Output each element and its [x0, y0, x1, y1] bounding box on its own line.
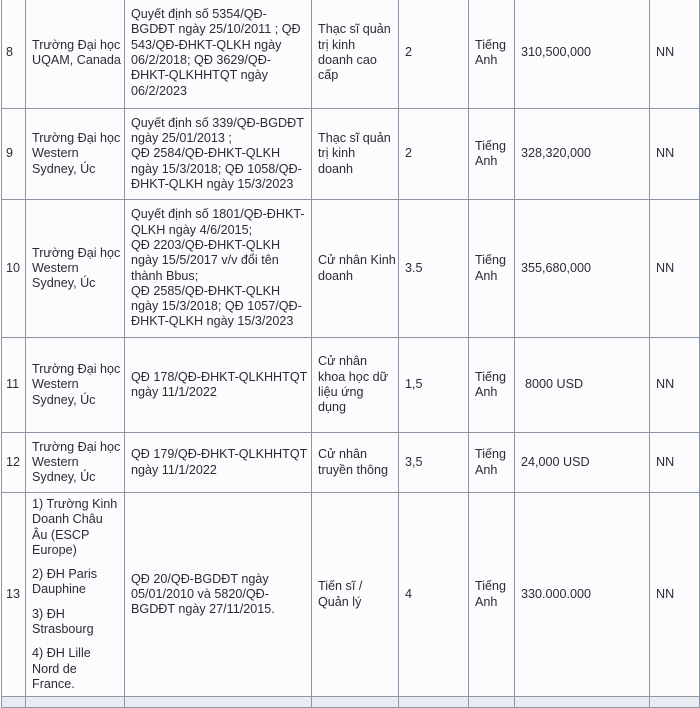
table-row — [2, 433, 700, 493]
cell-stt: 12 — [2, 433, 26, 493]
cell-stt: 10 — [2, 200, 26, 338]
cell-language: Tiếng Anh — [469, 338, 515, 433]
cell-fee: 355,680,000 — [515, 200, 650, 338]
table-body — [2, 0, 700, 708]
table-row — [2, 0, 700, 109]
cell-language: Tiếng Anh — [469, 493, 515, 697]
cell-program: Tiến sĩ / Quản lý — [312, 493, 399, 697]
cell-language: Tiếng Anh — [469, 0, 515, 109]
cell-years: 3,5 — [399, 433, 469, 493]
cell-partner: Trường Đại học Western Sydney, Úc — [26, 200, 125, 338]
partner-list-item: 2) ĐH Paris Dauphine — [32, 567, 98, 597]
table-row — [2, 200, 700, 338]
cell-years: 1,5 — [399, 338, 469, 433]
cell-partner: Trường Đại học Western Sydney, Úc — [26, 109, 125, 200]
cell-fee: 24,000 USD — [515, 433, 650, 493]
cell-partner — [26, 493, 125, 697]
cell-program: Thạc sĩ quản trị kinh doanh cao cấp — [312, 0, 399, 109]
cell-fee: 330.000.000 — [515, 493, 650, 697]
cell-decision: Quyết định số 5354/QĐ- BGDĐT ngày 25/10/2011 ; QĐ 543/QĐ-ĐHKT-QLKH ngày 06/2/2018; QĐ 3629/QĐ- ĐHKT-QLKHHTQT ngày 06/2/2023 — [125, 0, 312, 109]
table-row — [2, 109, 700, 200]
cell-partner: Trường Đại học Western Sydney, Úc — [26, 433, 125, 493]
partner-programs-table — [1, 0, 700, 708]
table-row — [2, 338, 700, 433]
cell-form: NN — [650, 493, 700, 697]
cell-years: 2 — [399, 0, 469, 109]
cell-stt: 8 — [2, 0, 26, 109]
cell-stt: 13 — [2, 493, 26, 697]
cell-years: 2 — [399, 109, 469, 200]
table-row-partial — [2, 697, 700, 708]
cell-language: Tiếng Anh — [469, 109, 515, 200]
cell-program: Thạc sĩ quản trị kinh doanh — [312, 109, 399, 200]
cell-decision: QĐ 179/QĐ-ĐHKT-QLKHHTQT ngày 11/1/2022 — [125, 433, 312, 493]
cell-program: Cử nhân khoa học dữ liệu ứng dụng — [312, 338, 399, 433]
cell-fee: 310,500,000 — [515, 0, 650, 109]
partner-list-item: 3) ĐH Strasbourg — [32, 606, 94, 637]
cell-partner: Trường Đại học UQAM, Canada — [26, 0, 125, 109]
cell-fee: 328,320,000 — [515, 109, 650, 200]
cell-stt: 11 — [2, 338, 26, 433]
partner-list-item: 1) Trường Kinh Doanh Châu Âu (ESCP Europe) — [32, 497, 118, 557]
cell-form: NN — [650, 109, 700, 200]
cell-decision: Quyết định số 1801/QĐ-ĐHKT- QLKH ngày 4/6/2015; QĐ 2203/QĐ-ĐHKT-QLKH ngày 15/5/2017 v/v đổi tên thành Bbus; QĐ 2585/QĐ-ĐHKT-QLKH ngày 15/3/2018; QĐ 1057/QĐ- ĐHKT-QLKH ngày 15/3/2023 — [125, 200, 312, 338]
cell-partner: Trường Đại học Western Sydney, Úc — [26, 338, 125, 433]
cell-decision: Quyết định số 339/QĐ-BGDĐT ngày 25/01/2013 ; QĐ 2584/QĐ-ĐHKT-QLKH ngày 15/3/2018; QĐ 1058/QĐ- ĐHKT-QLKH ngày 15/3/2023 — [125, 109, 312, 200]
cell-fee: 8000 USD — [515, 338, 650, 433]
cell-program: Cử nhân Kinh doanh — [312, 200, 399, 338]
cell-years: 4 — [399, 493, 469, 697]
cell-stt: 9 — [2, 109, 26, 200]
partner-list-item: 4) ĐH Lille Nord de France. — [32, 646, 91, 691]
cell-decision: QĐ 20/QĐ-BGDĐT ngày 05/01/2010 và 5820/QĐ- BGDĐT ngày 27/11/2015. — [125, 493, 312, 697]
cell-decision: QĐ 178/QĐ-ĐHKT-QLKHHTQT ngày 11/1/2022 — [125, 338, 312, 433]
cell-form: NN — [650, 338, 700, 433]
cell-form: NN — [650, 433, 700, 493]
cell-language: Tiếng Anh — [469, 433, 515, 493]
cell-form: NN — [650, 0, 700, 109]
cell-language: Tiếng Anh — [469, 200, 515, 338]
cell-program: Cử nhân truyền thông — [312, 433, 399, 493]
cell-form: NN — [650, 200, 700, 338]
cell-years: 3.5 — [399, 200, 469, 338]
table-row — [2, 493, 700, 697]
